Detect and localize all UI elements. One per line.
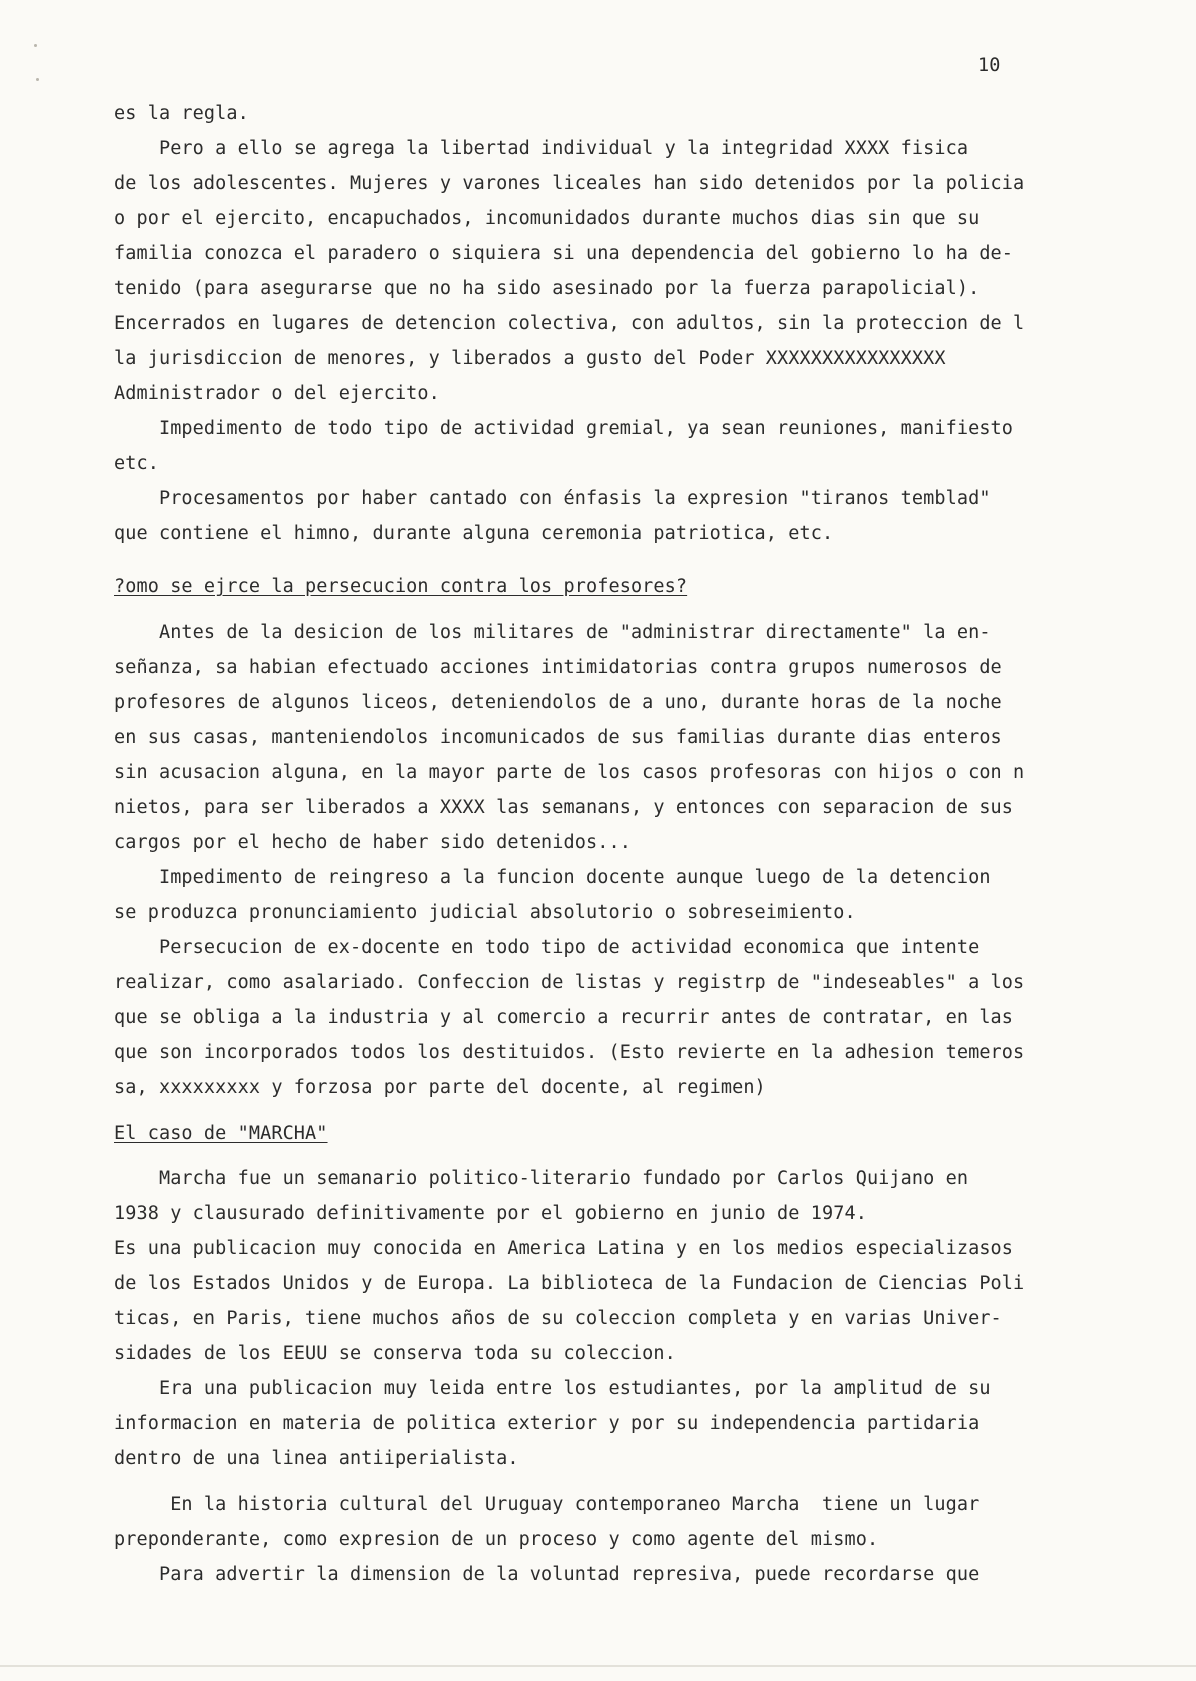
section-heading-marcha: El caso de "MARCHA" xyxy=(114,1123,328,1144)
section-heading-profesores: ?omo se ejrce la persecucion contra los profesores? xyxy=(114,576,688,597)
text-line: la jurisdiccion de menores, y liberados a gusto del Poder XXXXXXXXXXXXXXXX xyxy=(114,348,946,369)
text-line: Impedimento de todo tipo de actividad gremial, ya sean reuniones, manifiesto xyxy=(114,418,1014,439)
text-line: sa, xxxxxxxxx y forzosa por parte del docente, al regimen) xyxy=(114,1077,766,1098)
text-line: dentro de una linea antiiperialista. xyxy=(114,1448,519,1469)
page-number: 10 xyxy=(978,55,1001,76)
text-line: en sus casas, manteniendolos incomunicados de sus familias durante dias enteros xyxy=(114,727,1002,748)
text-line: Encerrados en lugares de detencion colectiva, con adultos, sin la proteccion de l xyxy=(114,313,1025,334)
text-line: Persecucion de ex-docente en todo tipo de actividad economica que intente xyxy=(114,937,980,958)
text-line: cargos por el hecho de haber sido detenidos... xyxy=(114,832,631,853)
text-line: Impedimento de reingreso a la funcion docente aunque luego de la detencion xyxy=(114,867,991,888)
text-line: nietos, para ser liberados a XXXX las semanans, y entonces con separacion de sus xyxy=(114,797,1014,818)
text-line: Marcha fue un semanario politico-literario fundado por Carlos Quijano en xyxy=(114,1168,969,1189)
text-line: familia conozca el paradero o siquiera si una dependencia del gobierno lo ha de- xyxy=(114,243,1014,264)
text-line: Procesamentos por haber cantado con énfasis la expresion "tiranos temblad" xyxy=(114,488,991,509)
paper-speck xyxy=(34,44,37,47)
text-line: Es una publicacion muy conocida en America Latina y en los medios especializasos xyxy=(114,1238,1014,1259)
text-line: preponderante, como expresion de un proceso y como agente del mismo. xyxy=(114,1529,879,1550)
text-line: señanza, sa habian efectuado acciones intimidatorias contra grupos numerosos de xyxy=(114,657,1002,678)
text-line: profesores de algunos liceos, deteniendolos de a uno, durante horas de la noche xyxy=(114,692,1002,713)
text-line: Administrador o del ejercito. xyxy=(114,383,440,404)
text-line: realizar, como asalariado. Confeccion de listas y registrp de "indeseables" a los xyxy=(114,972,1025,993)
page-bottom-edge xyxy=(0,1665,1196,1667)
text-line: Era una publicacion muy leida entre los estudiantes, por la amplitud de su xyxy=(114,1378,991,1399)
text-line: 1938 y clausurado definitivamente por el gobierno en junio de 1974. xyxy=(114,1203,867,1224)
text-line: Para advertir la dimension de la voluntad represiva, puede recordarse que xyxy=(114,1564,980,1585)
text-line: Antes de la desicion de los militares de "administrar directamente" la en- xyxy=(114,622,991,643)
text-line: es la regla. xyxy=(114,103,249,124)
text-line: que se obliga a la industria y al comercio a recurrir antes de contratar, en las xyxy=(114,1007,1014,1028)
text-line: sin acusacion alguna, en la mayor parte de los casos profesoras con hijos o con n xyxy=(114,762,1025,783)
text-line: de los adolescentes. Mujeres y varones liceales han sido detenidos por la policia xyxy=(114,173,1025,194)
text-line: o por el ejercito, encapuchados, incomunidados durante muchos dias sin que su xyxy=(114,208,980,229)
text-line: que contiene el himno, durante alguna ceremonia patriotica, etc. xyxy=(114,523,834,544)
text-line: se produzca pronunciamiento judicial absolutorio o sobreseimiento. xyxy=(114,902,856,923)
paper-speck xyxy=(36,78,39,81)
text-line: sidades de los EEUU se conserva toda su coleccion. xyxy=(114,1343,676,1364)
text-line: informacion en materia de politica exterior y por su independencia partidaria xyxy=(114,1413,980,1434)
text-line: tenido (para asegurarse que no ha sido asesinado por la fuerza parapolicial). xyxy=(114,278,980,299)
text-line: etc. xyxy=(114,453,159,474)
text-line: ticas, en Paris, tiene muchos años de su coleccion completa y en varias Univer- xyxy=(114,1308,1002,1329)
text-line: que son incorporados todos los destituidos. (Esto revierte en la adhesion temeros xyxy=(114,1042,1025,1063)
text-line: de los Estados Unidos y de Europa. La biblioteca de la Fundacion de Ciencias Poli xyxy=(114,1273,1025,1294)
text-line: En la historia cultural del Uruguay contemporaneo Marcha tiene un lugar xyxy=(114,1494,980,1515)
text-line: Pero a ello se agrega la libertad individual y la integridad XXXX fisica xyxy=(114,138,969,159)
